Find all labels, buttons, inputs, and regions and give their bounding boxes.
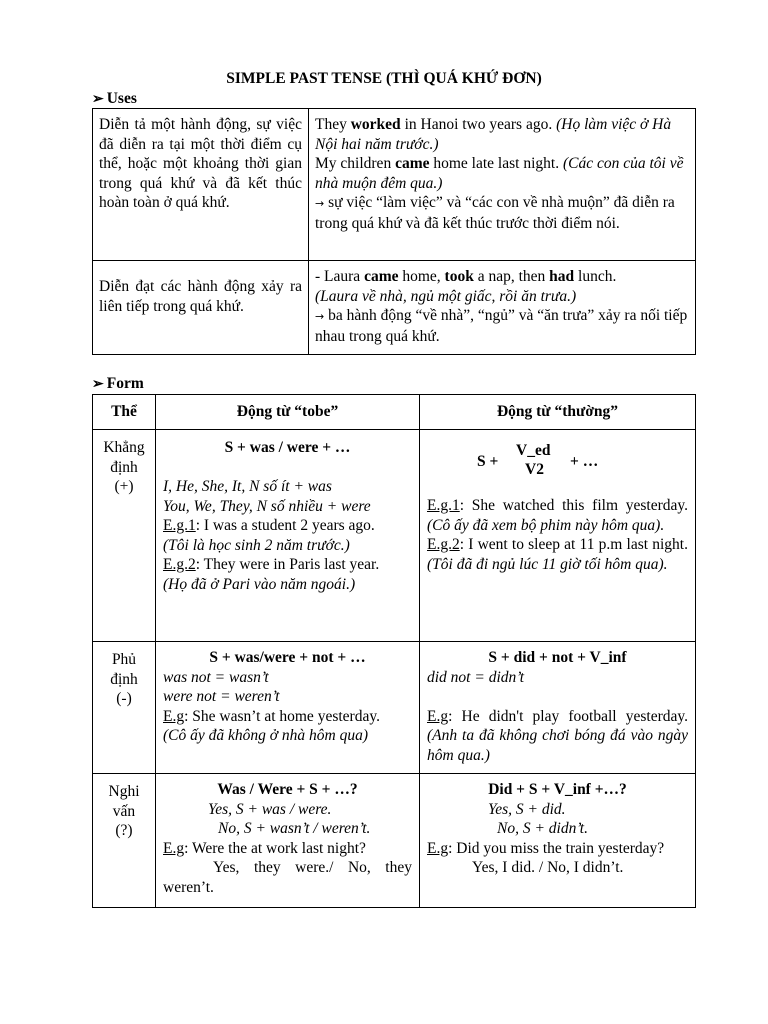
- column-header-tobe: Động từ “tobe”: [156, 395, 420, 430]
- formula-end: + …: [570, 453, 599, 470]
- affirmative-row: [93, 430, 696, 642]
- example-label: E.g: [163, 707, 185, 725]
- example-text: My children: [315, 155, 396, 172]
- row-label-line: (+): [114, 478, 134, 495]
- row-label-line: định: [110, 670, 138, 688]
- row-label-line: (?): [115, 822, 133, 839]
- formula: S + was/were + not + …: [209, 649, 366, 666]
- interrogative-regular: [420, 774, 696, 908]
- formula: S + did + not + V_inf: [488, 649, 627, 666]
- example-label: E.g.1: [163, 517, 196, 534]
- example-translation: (Họ làm việc ở Hà Nội hai năm trước.): [315, 116, 672, 153]
- example-translation: (Cô ấy đã xem bộ phim này hôm qua).: [427, 516, 665, 534]
- example-text: : I was a student 2 years ago.: [195, 517, 375, 534]
- example-translation: (Cô ấy đã không ở nhà hôm qua): [163, 727, 369, 744]
- formula-verb-v2: V2: [525, 461, 544, 478]
- form-header-row: [93, 395, 696, 430]
- formula: Was / Were + S + …?: [217, 781, 358, 798]
- example-text: : He didn't play football yesterday.: [448, 707, 688, 725]
- example-translation: (Họ đã ở Pari vào năm ngoái.): [163, 575, 356, 593]
- interrogative-label: [93, 774, 156, 908]
- example-text: : Did you miss the train yesterday?: [448, 839, 665, 857]
- formula: Did + S + V_inf +…?: [488, 781, 627, 798]
- interrogative-tobe: [156, 774, 420, 908]
- negative-tobe: [156, 642, 420, 774]
- row-label-line: vấn: [112, 802, 136, 820]
- interrogative-row: [93, 774, 696, 908]
- formula: [427, 436, 688, 496]
- example-answer: Yes, they were./ No, they weren’t.: [163, 859, 412, 896]
- form-heading: [92, 374, 144, 395]
- column-header-regular: Động từ “thường”: [420, 395, 696, 430]
- example-text: : She watched this film yesterday.: [459, 497, 688, 514]
- affirmative-tobe: [156, 430, 420, 642]
- rule-line: did not = didn’t: [427, 668, 525, 686]
- example-note: sự việc “làm việc” và “các con về nhà muộn” đã diễn ra trong quá khứ và đã kết thúc trước thời điểm nói.: [315, 194, 675, 232]
- example-text: : Were the at work last night?: [184, 839, 366, 857]
- uses-description: Diễn tả một hành động, sự việc đã diễn ra tại một thời điểm cụ thể, hoặc một khoảng thời gian trong quá khứ và đã kết thúc hoàn toàn ở quá khứ.: [93, 109, 309, 261]
- example-label: E.g: [427, 839, 449, 857]
- example-text: : She wasn’t at home yesterday.: [184, 707, 380, 725]
- example-translation: (Tôi là học sinh 2 năm trước.): [163, 536, 350, 554]
- uses-heading-label: Uses: [106, 90, 137, 107]
- rule-line: Yes, S + was / were.: [208, 800, 332, 818]
- negative-regular: [420, 642, 696, 774]
- example-text: - Laura: [315, 268, 365, 285]
- right-arrow-icon: →: [315, 310, 325, 323]
- uses-row: [93, 261, 696, 355]
- column-header-form: Thể: [93, 395, 156, 430]
- form-table: [92, 394, 696, 908]
- formula: S + was / were + …: [224, 439, 351, 456]
- uses-examples: [309, 261, 696, 355]
- example-verb: had: [549, 268, 575, 285]
- example-translation: (Laura về nhà, ngủ một giấc, rồi ăn trưa.): [315, 287, 577, 305]
- example-text: home late last night.: [429, 155, 563, 172]
- row-label-line: (-): [116, 690, 132, 707]
- example-translation: (Tôi đã đi ngủ lúc 11 giờ tối hôm qua).: [427, 555, 668, 573]
- row-label-line: Khẳng: [103, 439, 145, 456]
- example-label: E.g: [163, 839, 185, 857]
- uses-description: Diễn đạt các hành động xảy ra liên tiếp trong quá khứ.: [93, 261, 309, 355]
- affirmative-label: [93, 430, 156, 642]
- rule-line: Yes, S + did.: [488, 800, 566, 818]
- rule-line: were not = weren’t: [163, 688, 280, 705]
- example-label: E.g.2: [427, 536, 460, 553]
- example-verb: came: [395, 155, 430, 172]
- example-text: home,: [398, 268, 445, 285]
- example-text: They: [315, 116, 351, 133]
- example-text: in Hanoi two years ago.: [400, 116, 557, 133]
- example-answer: Yes, I did. / No, I didn’t.: [472, 859, 624, 876]
- uses-examples: [309, 109, 696, 261]
- form-heading-label: Form: [106, 375, 144, 392]
- formula-verb-ed: V_ed: [516, 442, 551, 459]
- example-verb: took: [444, 268, 474, 285]
- example-verb: came: [364, 268, 399, 285]
- negative-row: [93, 642, 696, 774]
- right-arrow-icon: →: [315, 197, 325, 210]
- example-translation: (Anh ta đã không chơi bóng đá vào ngày hôm qua.): [427, 727, 688, 764]
- example-label: E.g: [427, 707, 449, 725]
- example-note: ba hành động “về nhà”, “ngủ” và “ăn trưa” xảy ra nối tiếp nhau trong quá khứ.: [315, 307, 688, 345]
- rule-line: You, We, They, N số nhiều + were: [163, 497, 371, 515]
- rule-line: was not = wasn’t: [163, 668, 269, 686]
- uses-table: [92, 108, 696, 355]
- uses-heading: [92, 89, 137, 110]
- example-text: a nap, then: [473, 268, 550, 285]
- rule-line: I, He, She, It, N số ít + was: [163, 478, 332, 495]
- example-text: lunch.: [574, 268, 617, 285]
- affirmative-regular: [420, 430, 696, 642]
- example-text: : They were in Paris last year.: [195, 556, 380, 573]
- page-title: SIMPLE PAST TENSE (THÌ QUÁ KHỨ ĐƠN): [226, 70, 542, 87]
- arrowhead-bullet-icon: ➢: [92, 92, 104, 107]
- example-text: : I went to sleep at 11 p.m last night.: [459, 536, 688, 553]
- negative-label: [93, 642, 156, 774]
- example-label: E.g.1: [427, 497, 460, 514]
- example-label: E.g.2: [163, 556, 196, 573]
- row-label-line: Phủ: [111, 651, 137, 668]
- rule-line: No, S + didn’t.: [497, 820, 588, 837]
- arrowhead-bullet-icon: ➢: [92, 377, 104, 392]
- row-label-line: định: [110, 458, 138, 476]
- uses-row: [93, 109, 696, 261]
- example-translation: (Các con của tôi về nhà muộn đêm qua.): [315, 155, 684, 192]
- rule-line: No, S + wasn’t / weren’t.: [218, 820, 371, 837]
- formula-subject: S +: [477, 453, 499, 470]
- row-label-line: Nghi: [108, 783, 140, 800]
- example-verb: worked: [350, 116, 401, 133]
